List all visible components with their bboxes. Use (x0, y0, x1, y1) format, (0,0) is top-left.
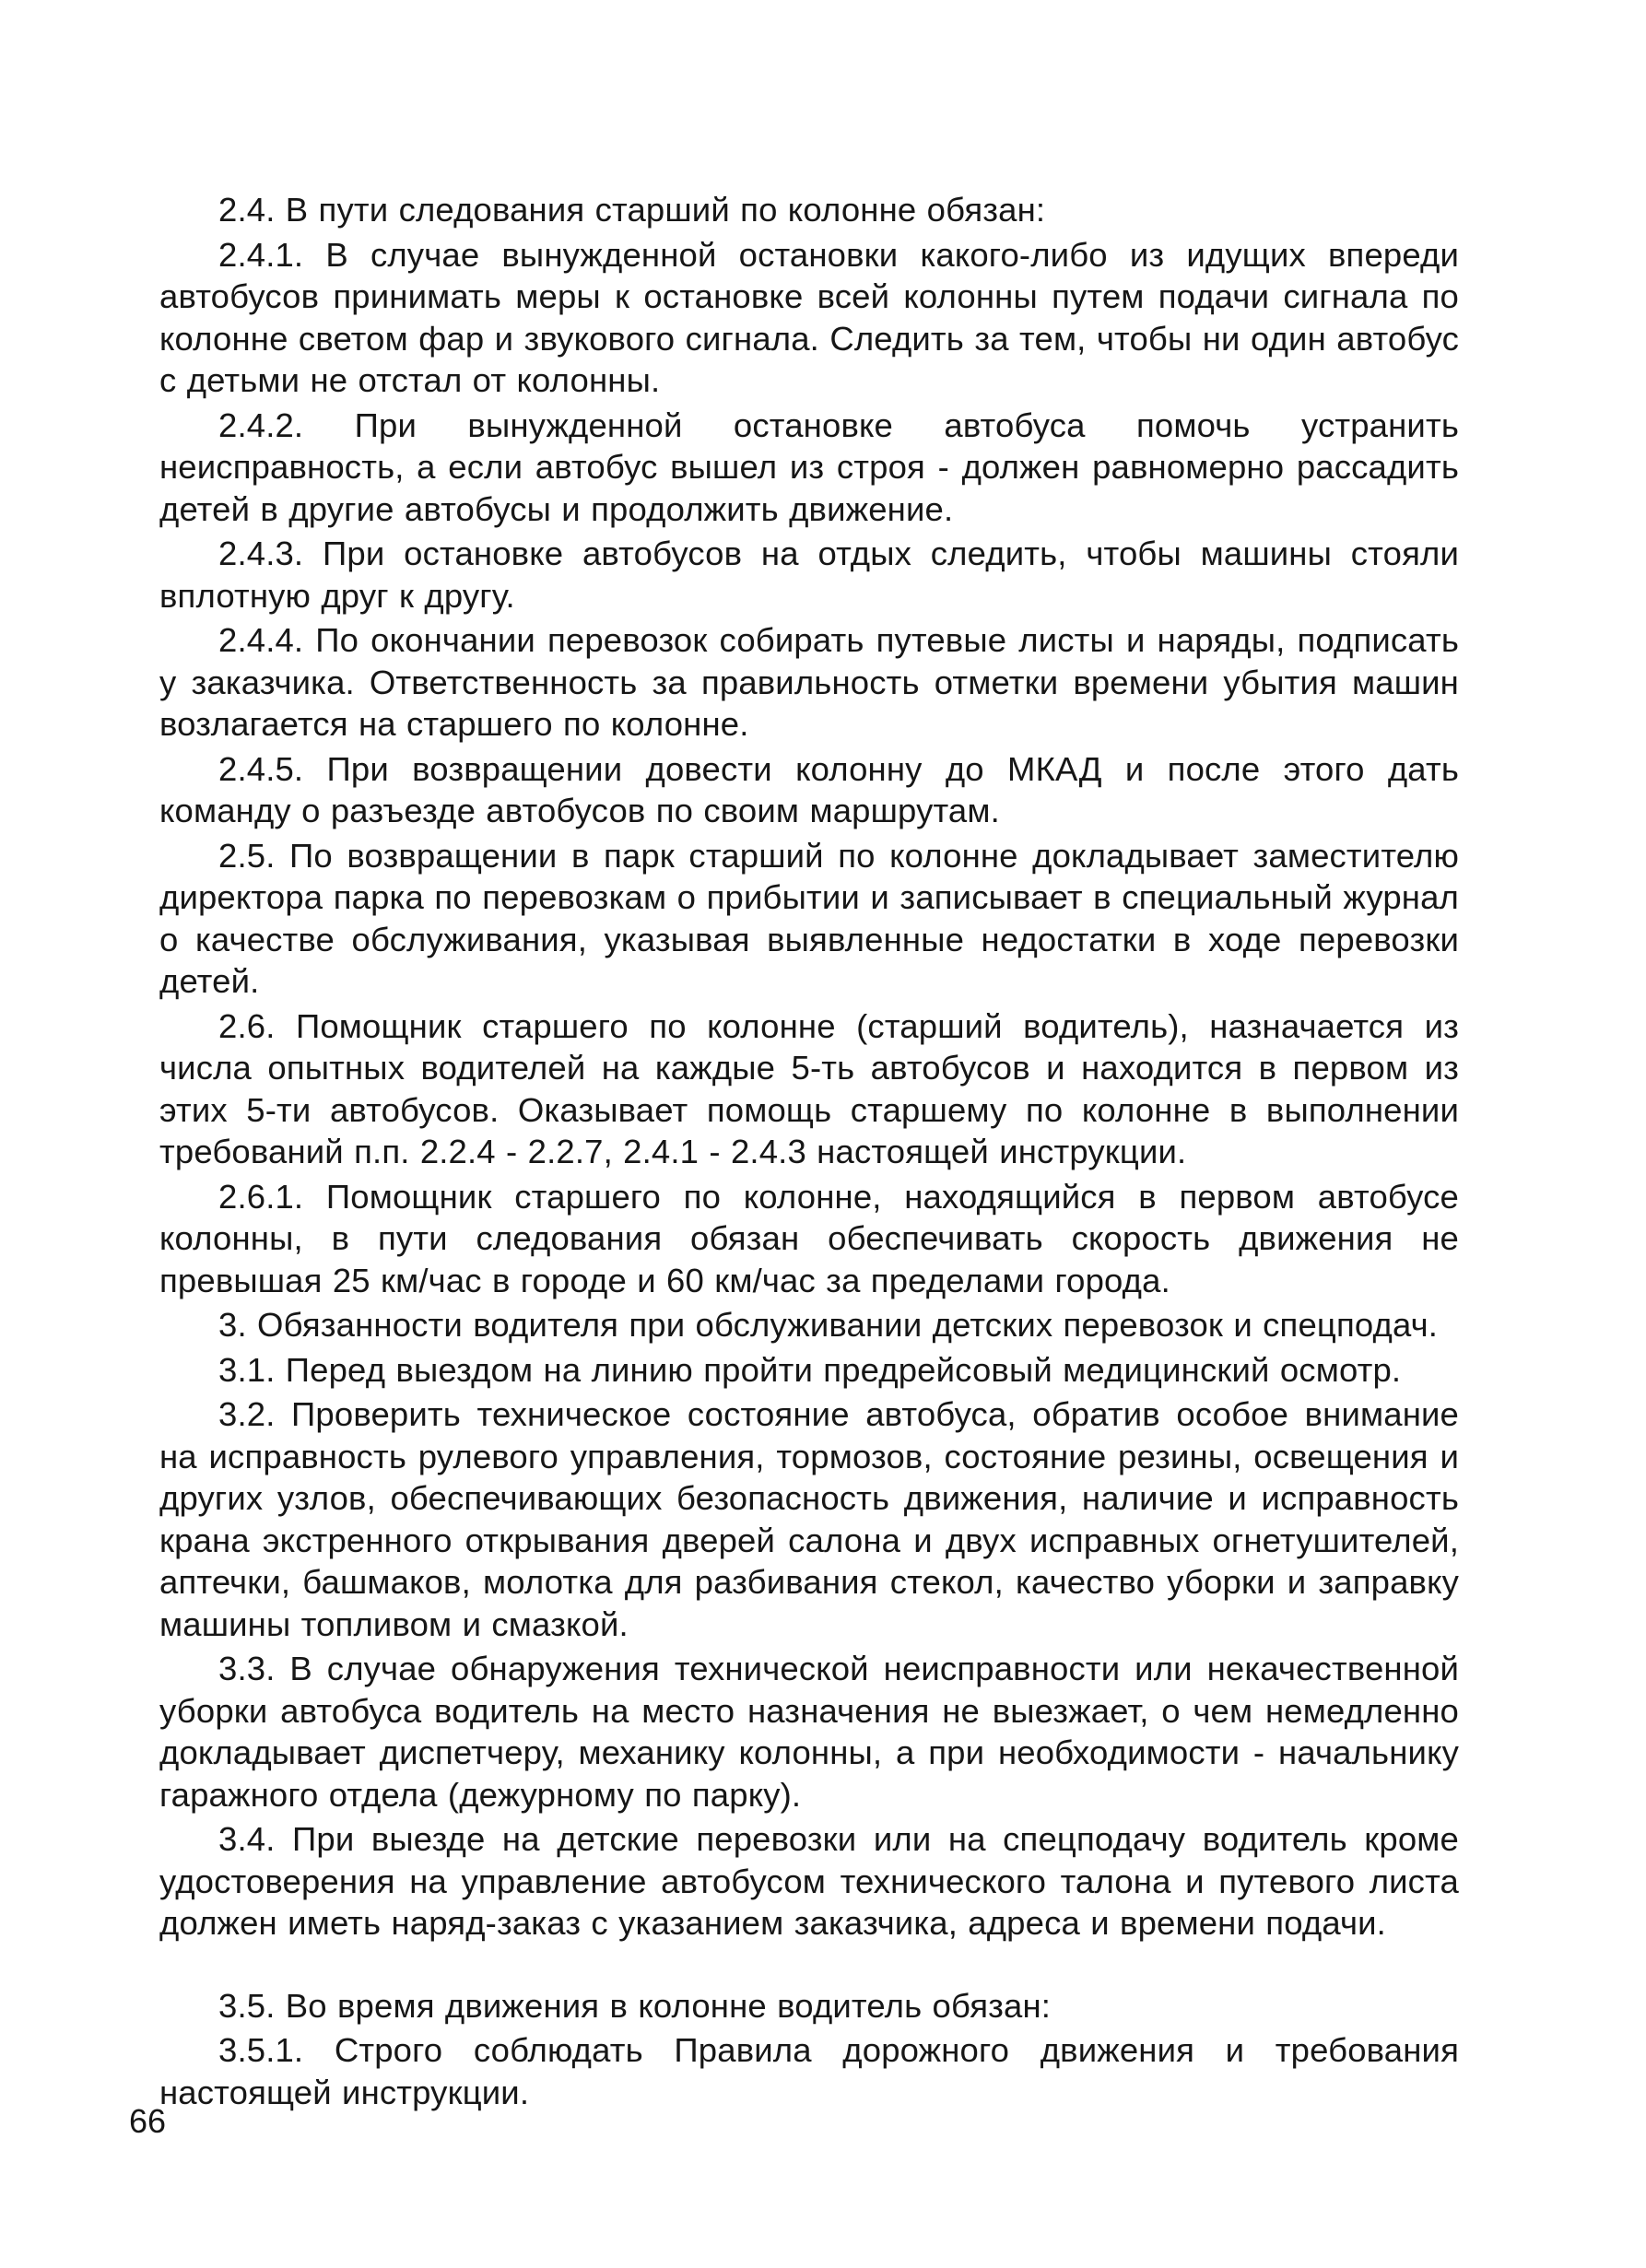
section-heading-3: 3. Обязанности водителя при обслуживании детских перевозок и спецподач. (218, 1306, 1439, 1344)
paragraph-2-4-5: 2.4.5. При возвращении довести колонну до МКАД и после этого дать команду о разъезде автобусов по своим маршрутам. (159, 749, 1459, 829)
paragraph-2-4-3: 2.4.3. При остановке автобусов на отдых следить, чтобы машины стояли вплотную друг к другу. (159, 535, 1459, 615)
paragraph-3-4: 3.4. При выезде на детские перевозки или на спецподачу водитель кроме удостоверения на управление автобусом технического талона и путевого листа должен иметь наряд-заказ с указанием заказчика, адреса и времени подачи. (159, 1820, 1459, 1942)
document-body (159, 189, 1459, 2116)
paragraph-3-1: 3.1. Перед выездом на линию пройти предрейсовый медицинский осмотр. (218, 1350, 1402, 1389)
page-number: 66 (129, 2102, 167, 2140)
paragraph-2-6-1: 2.6.1. Помощник старшего по колонне, находящийся в первом автобусе колонны, в пути следования обязан обеспечивать скорость движения не превышая 25 км/час в городе и 60 км/час за пределами города. (159, 1177, 1459, 1299)
paragraph-2-4-2: 2.4.2. При вынужденной остановке автобуса помочь устранить неисправность, а если автобус вышел из строя - должен равномерно рассадить детей в другие автобусы и продолжить движение. (159, 405, 1459, 528)
paragraph-3-5-1: 3.5.1. Строго соблюдать Правила дорожного движения и требования настоящей инструкции. (159, 2031, 1459, 2111)
paragraph-2-5: 2.5. По возвращении в парк старший по колонне докладывает заместителю директора парка по перевозкам о прибытии и записывает в специальный журнал о качестве обслуживания, указывая выявленные недостатки в ходе перевозки детей. (159, 836, 1459, 1000)
paragraph-3-5: 3.5. Во время движения в колонне водитель обязан: (218, 1986, 1052, 2025)
paragraph-2-4-1: 2.4.1. В случае вынужденной остановки какого-либо из идущих впереди автобусов принимать меры к остановке всей колонны путем подачи сигнала по колонне светом фар и звукового сигнала. Следить за тем, чтобы ни один автобус с детьми не отстал от колонны. (159, 235, 1459, 399)
paragraph-3-2: 3.2. Проверить техническое состояние автобуса, обратив особое внимание на исправность рулевого управления, тормозов, состояние резины, освещения и других узлов, обеспечивающих безопасность движения, наличие и исправность крана экстренного открывания дверей салона и двух исправных огнетушителей, аптечки, башмаков, молотка для разбивания стекол, качество уборки и заправку машины топливом и смазкой. (159, 1395, 1459, 1643)
paragraph-2-4-4: 2.4.4. По окончании перевозок собирать путевые листы и наряды, подписать у заказчика. Ответственность за правильность отметки времени убытия машин возлагается на старшего по колонне. (159, 621, 1459, 743)
paragraph-3-3: 3.3. В случае обнаружения технической неисправности или некачественной уборки автобуса водитель на место назначения не выезжает, о чем немедленно докладывает диспетчеру, механику колонны, а при необходимости - начальнику гаражного отдела (дежурному по парку). (159, 1650, 1459, 1814)
paragraph-2-4: 2.4. В пути следования старший по колонне обязан: (218, 191, 1046, 229)
paragraph-2-6: 2.6. Помощник старшего по колонне (старший водитель), назначается из числа опытных водителей на каждые 5-ть автобусов и находится в первом из этих 5-ти автобусов. Оказывает помощь старшему по колонне в выполнении требований п.п. 2.2.4 - 2.2.7, 2.4.1 - 2.4.3 настоящей инструкции. (159, 1006, 1459, 1170)
